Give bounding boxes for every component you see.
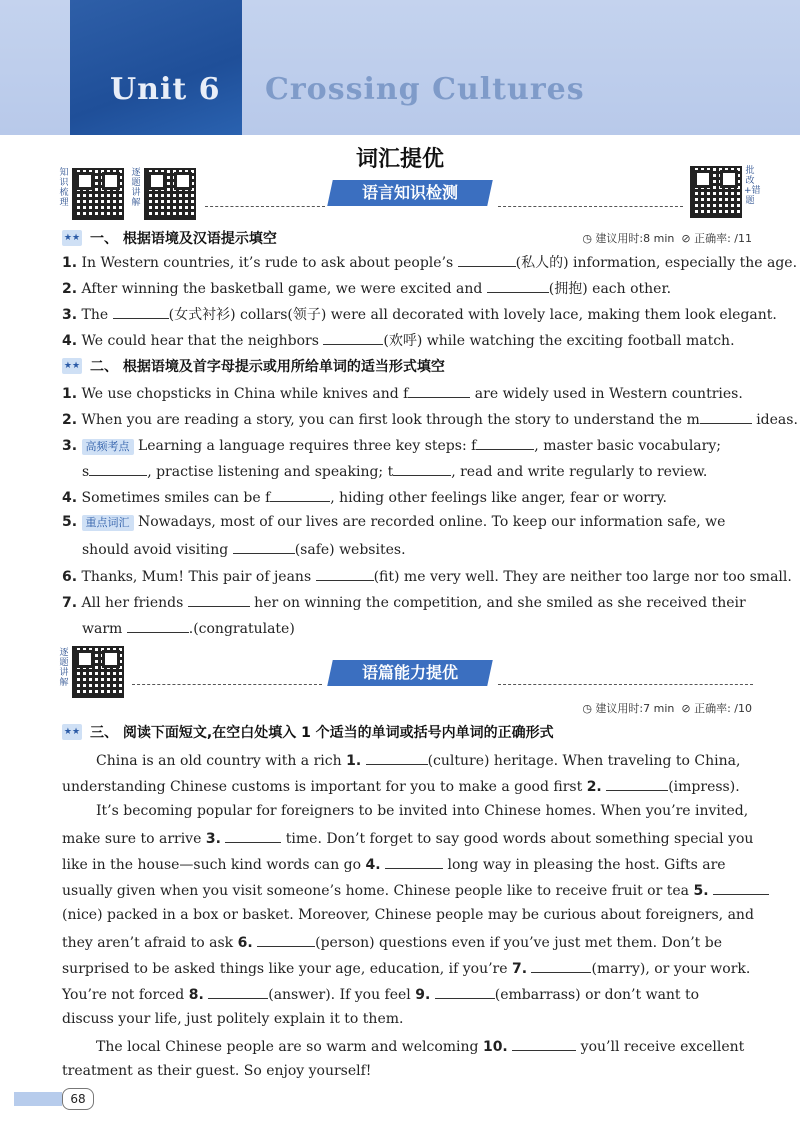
passage-line-5: like in the house—such kind words can go 4. long way in pleasing the host. Gifts are — [62, 854, 726, 874]
page-number: 68 — [62, 1088, 94, 1110]
question-2-5: 5. 重点词汇 Nowadays, most of our lives are recorded online. To keep our information safe, we — [62, 514, 726, 530]
passage-line-3: It’s becoming popular for foreigners to be invited into Chinese homes. When you’re invited, — [96, 803, 749, 819]
heading-part-1: ★★ 一、 根据语境及汉语提示填空 — [63, 231, 277, 247]
qr-code-explain[interactable] — [144, 168, 196, 220]
question-2-4: 4. Sometimes smiles can be f , hiding other feelings like anger, fear or worry. — [62, 487, 667, 507]
answer-blank[interactable] — [435, 984, 495, 999]
section-tab-reading: 语篇能力提优 — [327, 660, 493, 686]
question-2-3: 3. 高频考点 Learning a language requires three key steps: f , master basic vocabulary; — [62, 435, 721, 455]
divider-line — [498, 206, 683, 207]
difficulty-stars-icon: ★★ — [62, 724, 82, 740]
footer-bar — [14, 1092, 62, 1106]
qr-code-correct[interactable] — [690, 166, 742, 218]
passage-line-7: (nice) packed in a box or basket. Moreover, Chinese people may be curious about foreigners, and — [62, 907, 754, 923]
answer-blank[interactable] — [89, 461, 147, 476]
answer-blank[interactable] — [487, 278, 549, 293]
divider-line — [205, 206, 325, 207]
page-title: 词汇提优 — [355, 147, 444, 172]
passage-line-6: usually given when you visit someone’s home. Chinese people like to receive fruit or tea 5. — [62, 880, 769, 900]
question-2-7: 7. All her friends her on winning the competition, and she smiled as she received their — [62, 592, 746, 612]
time-accuracy-2: ◷ 建议用时:7 min ⊘ 正确率: /10 — [582, 702, 752, 715]
answer-blank[interactable] — [458, 252, 516, 267]
passage-line-10: You’re not forced 8. (answer). If you feel 9. (embarrass) or don’t want to — [62, 984, 699, 1004]
difficulty-stars-icon: ★★ — [62, 230, 82, 246]
answer-blank[interactable] — [385, 854, 443, 869]
question-1-4: 4. We could hear that the neighbors (欢呼) while watching the exciting football match. — [62, 330, 735, 350]
answer-blank[interactable] — [257, 932, 315, 947]
question-1-2: 2. After winning the basketball game, we were excited and (拥抱) each other. — [62, 278, 671, 298]
answer-blank[interactable] — [323, 330, 383, 345]
answer-blank[interactable] — [606, 776, 668, 791]
unit-label: Unit 6 — [110, 72, 221, 107]
passage-line-13: treatment as their guest. So enjoy yourself! — [62, 1063, 372, 1079]
passage-line-9: surprised to be asked things like your age, education, if you’re 7. (marry), or your work. — [62, 958, 750, 978]
qr-code-explain-2[interactable] — [72, 646, 124, 698]
unit-banner — [0, 0, 800, 135]
qr-code-knowledge[interactable] — [72, 168, 124, 220]
answer-blank[interactable] — [113, 304, 169, 319]
answer-blank[interactable] — [270, 487, 330, 502]
section-tab-language: 语言知识检测 — [327, 180, 493, 206]
divider-line — [498, 684, 753, 685]
question-2-3-cont: s , practise listening and speaking; t , read and write regularly to review. — [82, 461, 707, 481]
qr-label-correct: 批改+错题 — [744, 166, 761, 206]
answer-blank[interactable] — [233, 539, 295, 554]
unit-title: Crossing Cultures — [265, 72, 585, 107]
qr-label-explain-2: 逐题讲解 — [59, 648, 69, 688]
question-1-1: 1. In Western countries, it’s rude to ask about people’s (私人的) information, especially the age. — [62, 252, 797, 272]
tag-key-vocabulary: 重点词汇 — [82, 515, 134, 531]
qr-label-explain: 逐题讲解 — [131, 168, 141, 208]
passage-line-12: The local Chinese people are so warm and welcoming 10. you’ll receive excellent — [96, 1036, 744, 1056]
answer-blank[interactable] — [208, 984, 268, 999]
answer-blank[interactable] — [127, 618, 189, 633]
question-2-6: 6. Thanks, Mum! This pair of jeans (fit) me very well. They are neither too large nor too small. — [62, 566, 792, 586]
answer-blank[interactable] — [188, 592, 250, 607]
passage-line-1: China is an old country with a rich 1. (culture) heritage. When traveling to China, — [96, 750, 740, 770]
time-accuracy-1: ◷ 建议用时:8 min ⊘ 正确率: /11 — [582, 232, 752, 245]
passage-line-8: they aren’t afraid to ask 6. (person) questions even if you’ve just met them. Don’t be — [62, 932, 722, 952]
heading-part-3: ★★ 三、 阅读下面短文,在空白处填入 1 个适当的单词或括号内单词的正确形式 — [63, 725, 554, 741]
question-1-3: 3. The (女式衬衫) collars(领子) were all decorated with lovely lace, making them look elegant. — [62, 304, 777, 324]
answer-blank[interactable] — [531, 958, 591, 973]
answer-blank[interactable] — [316, 566, 374, 581]
answer-blank[interactable] — [366, 750, 428, 765]
passage-line-2: understanding Chinese customs is important for you to make a good first 2. (impress). — [62, 776, 740, 796]
qr-label-knowledge: 知识梳理 — [59, 168, 69, 208]
answer-blank[interactable] — [408, 383, 470, 398]
answer-blank[interactable] — [393, 461, 451, 476]
answer-blank[interactable] — [225, 828, 281, 843]
answer-blank[interactable] — [512, 1036, 576, 1051]
question-2-2: 2. When you are reading a story, you can first look through the story to understand the m ideas. — [62, 409, 798, 429]
difficulty-stars-icon: ★★ — [62, 358, 82, 374]
tag-high-frequency: 高频考点 — [82, 439, 134, 455]
answer-blank[interactable] — [713, 880, 769, 895]
question-2-5-cont: should avoid visiting (safe) websites. — [82, 539, 406, 559]
answer-blank[interactable] — [700, 409, 752, 424]
divider-line — [132, 684, 322, 685]
passage-line-4: make sure to arrive 3. time. Don’t forget to say good words about something special you — [62, 828, 753, 848]
heading-part-2: ★★ 二、 根据语境及首字母提示或用所给单词的适当形式填空 — [63, 359, 445, 375]
passage-line-11: discuss your life, just politely explain it to them. — [62, 1011, 404, 1027]
banner-dark-block — [70, 0, 242, 135]
question-2-1: 1. We use chopsticks in China while knives and f are widely used in Western countries. — [62, 383, 743, 403]
answer-blank[interactable] — [476, 435, 534, 450]
question-2-7-cont: warm .(congratulate) — [82, 618, 295, 638]
